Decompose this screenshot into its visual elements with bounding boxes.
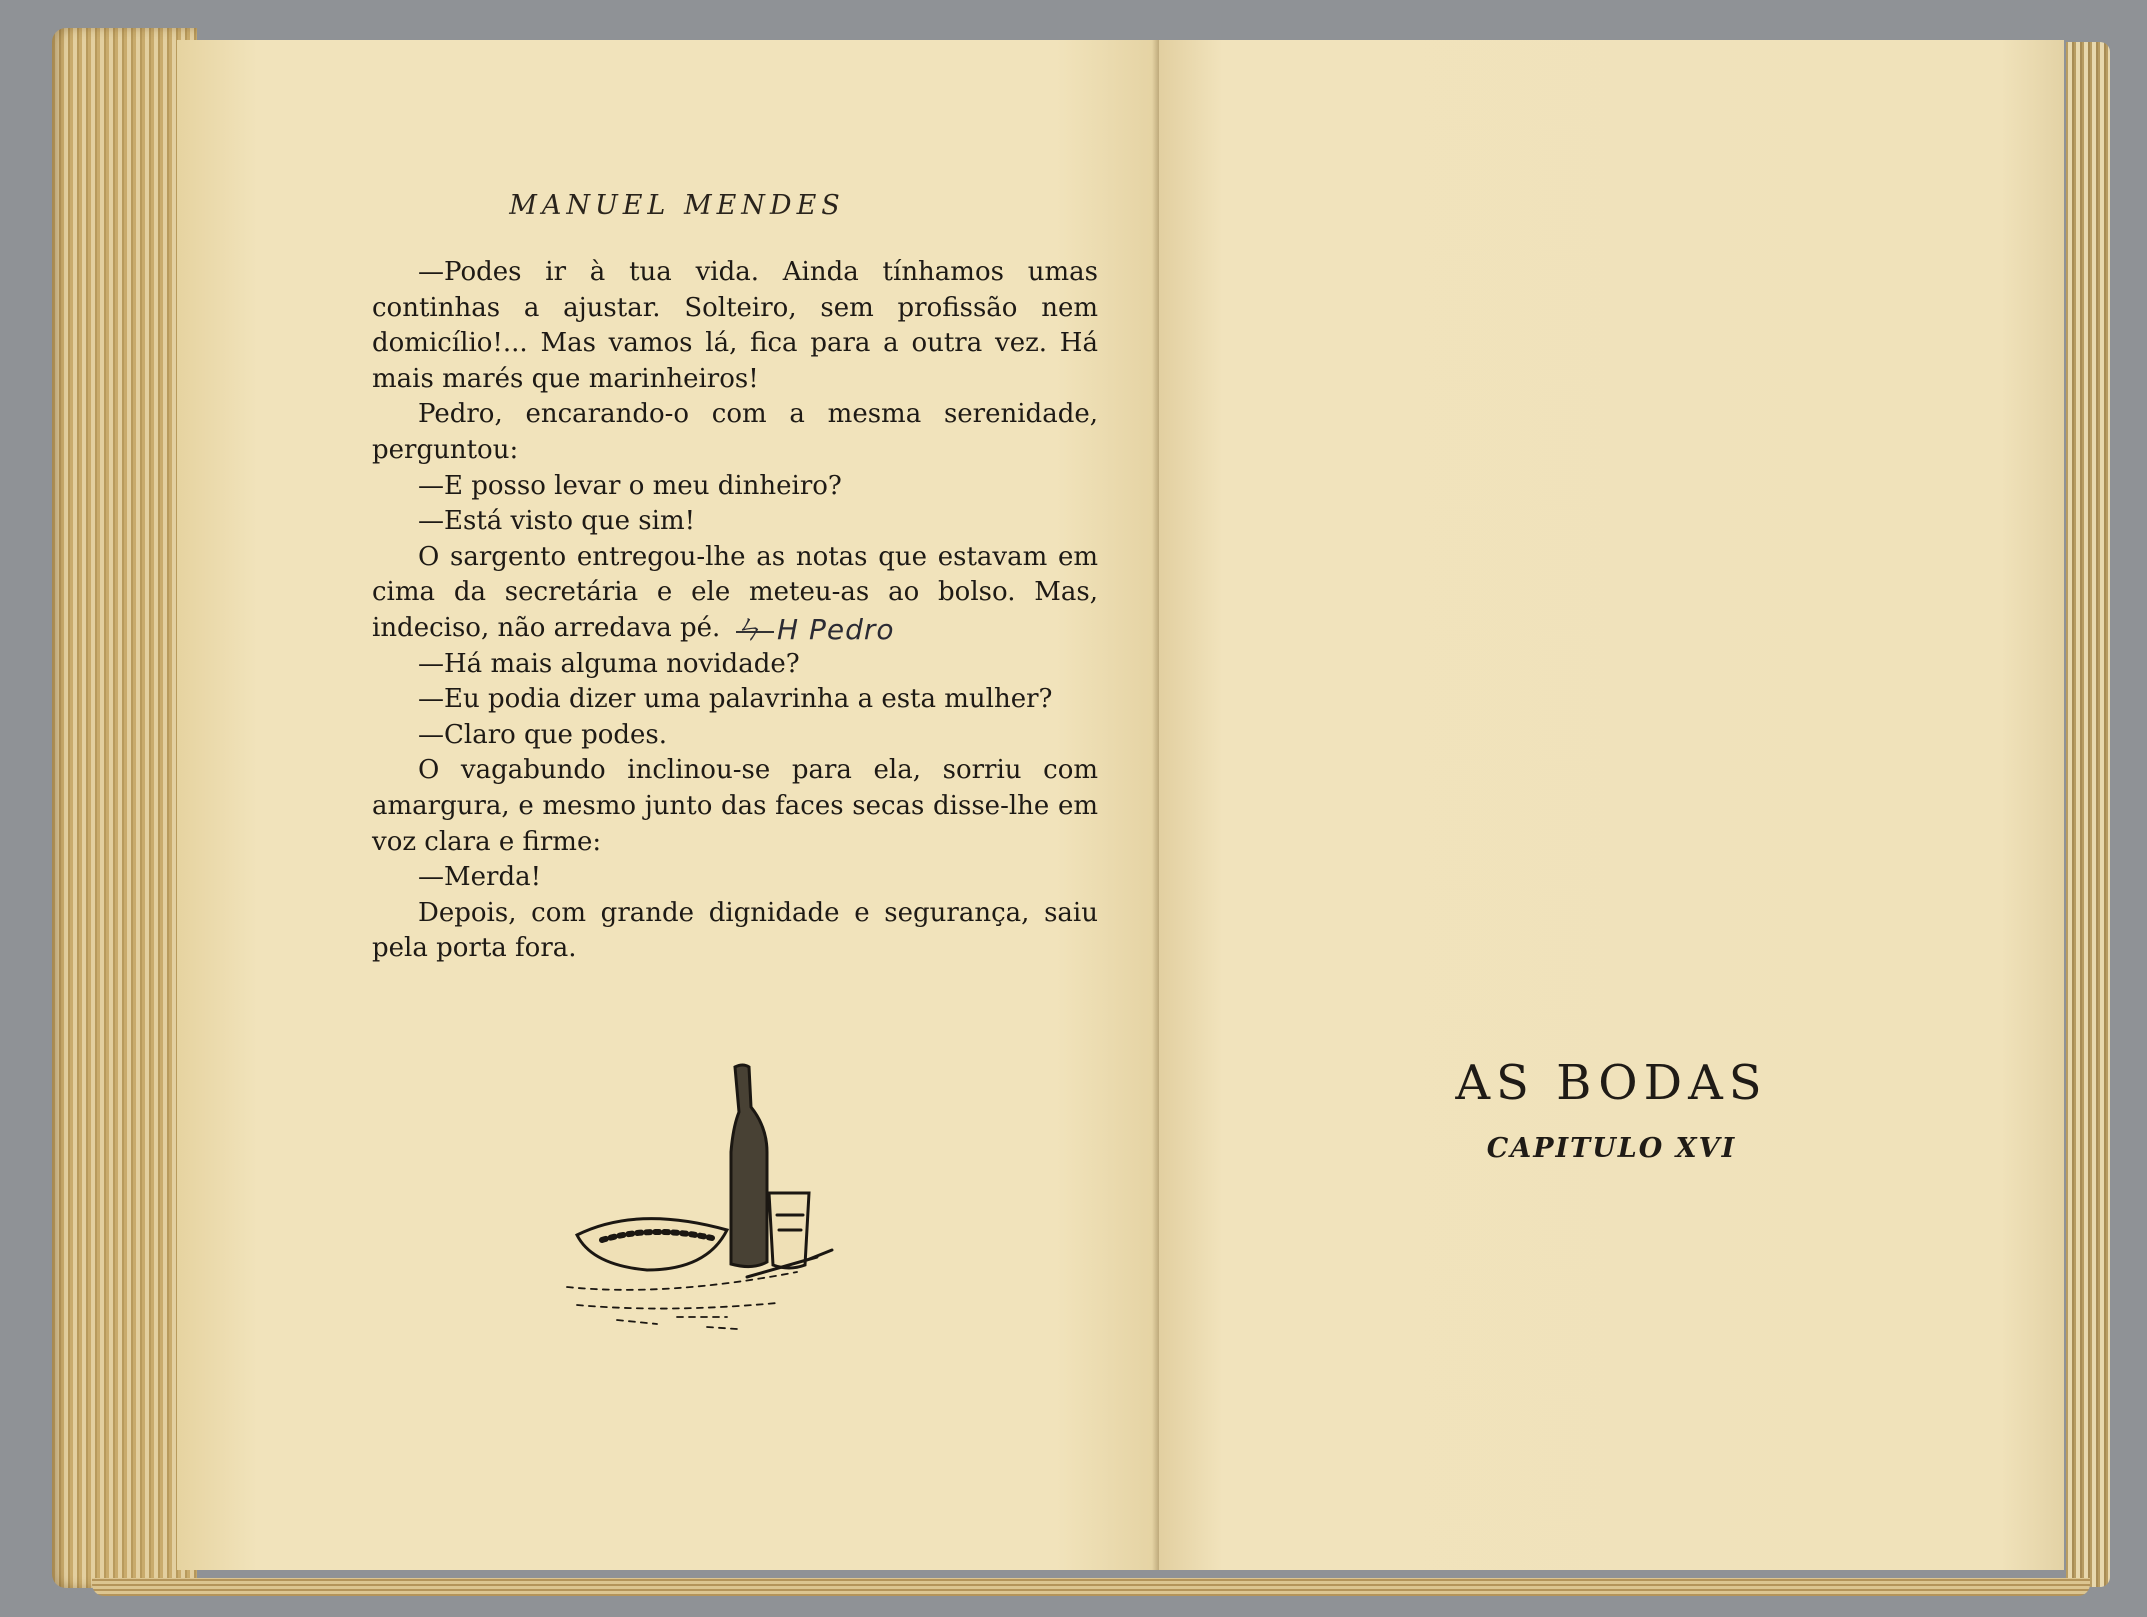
running-head: MANUEL MENDES bbox=[509, 190, 845, 221]
page-edges-left bbox=[52, 28, 197, 1588]
left-page bbox=[177, 40, 1177, 1570]
paragraph: —E posso levar o meu dinheiro? bbox=[418, 470, 842, 501]
insertion-mark-icon: ㄣ bbox=[732, 609, 765, 647]
paragraph: —Está visto que sim! bbox=[418, 506, 696, 537]
paragraph: Pedro, encarando-o com a mesma serenidade, perguntou: bbox=[372, 399, 1098, 465]
chapter-title: AS BODAS bbox=[1455, 1055, 1768, 1111]
paragraph: Depois, com grande dignidade e segurança, saiu pela porta fora. bbox=[372, 897, 1098, 964]
page-edges-right bbox=[2066, 42, 2110, 1587]
open-book bbox=[52, 28, 2110, 1596]
chapter-number: CAPITULO XVI bbox=[1486, 1133, 1737, 1164]
paragraph: —Podes ir à tua vida. Ainda tínhamos umas continhas a ajustar. Solteiro, sem profissão nem domicílio!... Mas vamos lá, fica para a outra vez. Há mais marés que marinheiros! bbox=[372, 257, 1098, 394]
paragraph: —Claro que podes. bbox=[418, 719, 668, 750]
right-page bbox=[1159, 40, 2064, 1570]
paragraph: —Eu podia dizer uma palavrinha a esta mulher? bbox=[418, 684, 1053, 715]
paragraph: —Há mais alguma novidade? bbox=[418, 648, 800, 679]
bottle-bread-glass-sketch-icon bbox=[557, 1055, 897, 1345]
paragraph: O vagabundo inclinou-se para ela, sorriu com amargura, e mesmo junto das faces secas disse-lhe em voz clara e firme: bbox=[372, 755, 1098, 857]
paragraph: —Merda! bbox=[418, 862, 542, 893]
paragraph: O sargento entregou-lhe as notas que estavam em cima da secretária e ele meteu-as ao bolso. Mas, indeciso, não arredava pé. bbox=[372, 541, 1098, 643]
page-edges-bottom bbox=[92, 1578, 2090, 1596]
handwritten-annotation: H Pedro bbox=[777, 613, 895, 646]
